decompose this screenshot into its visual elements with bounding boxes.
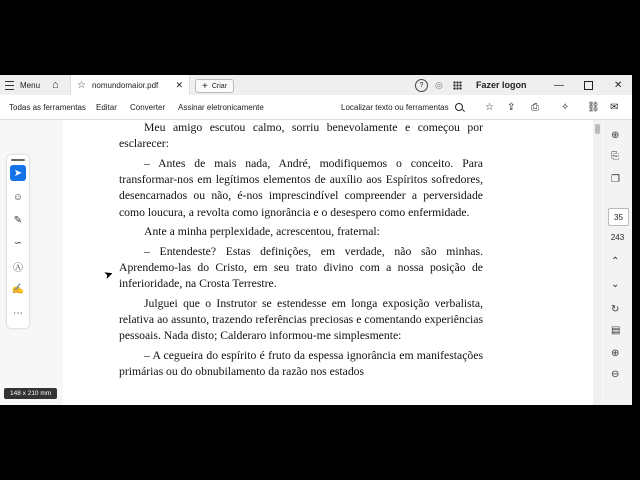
bookmarks-panel-icon[interactable]: ⎘ <box>611 151 619 162</box>
paragraph: Ante a minha perplexidade, acrescentou, fraternal: <box>144 225 380 239</box>
comments-panel-icon[interactable]: ⊕ <box>611 130 620 141</box>
print-icon[interactable]: ⎙ <box>531 101 539 113</box>
link-icon[interactable]: ⛓ <box>587 101 600 113</box>
total-pages: 243 <box>610 232 625 242</box>
minimize-icon[interactable]: — <box>554 79 564 91</box>
menu-label: Menu <box>20 80 41 90</box>
maximize-button[interactable] <box>584 75 593 95</box>
mouse-pointer-icon: ➤ <box>102 267 116 283</box>
page-view-icon[interactable]: ▤ <box>611 325 621 336</box>
home-icon[interactable]: ⌂ <box>52 79 59 91</box>
zoom-in-icon[interactable]: ⊕ <box>611 348 620 359</box>
more-tools-icon[interactable]: ⋯ <box>13 307 23 319</box>
vertical-scrollbar[interactable] <box>593 120 602 405</box>
search-label: Localizar texto ou ferramentas <box>341 102 449 112</box>
next-page-icon[interactable]: ⌄ <box>611 279 620 290</box>
comment-icon[interactable]: ☺ <box>12 191 24 203</box>
find-text-tools-search[interactable] <box>341 95 463 119</box>
paragraph: – A cegueira do espírito é fruto da espessa ignorância em manifestações primárias ou do obnubilamento da razão nos estados <box>119 349 483 379</box>
paragraph: – Entendeste? Estas definições, em verdade, não são minhas. Aprendemo-las do Cristo, em seu trato divino com a nossa posição de inferioridade, na Crosta Terrestre. <box>119 244 483 291</box>
page-size-badge: 148 x 210 mm <box>4 388 57 399</box>
hamburger-icon <box>5 81 14 90</box>
text-box-icon[interactable]: Ⓐ <box>13 262 23 274</box>
previous-page-icon[interactable]: ⌃ <box>611 256 620 267</box>
rotate-icon[interactable]: ↻ <box>611 304 620 315</box>
ai-assistant-icon[interactable]: ✧ <box>561 101 570 113</box>
draw-freehand-icon[interactable]: ∽ <box>13 237 23 249</box>
menu-button[interactable] <box>5 75 40 95</box>
upload-icon[interactable]: ⇪ <box>507 101 516 113</box>
document-page[interactable] <box>63 120 602 405</box>
grid-icon <box>453 81 462 90</box>
close-window-icon[interactable]: ✕ <box>614 79 623 91</box>
all-tools-button[interactable]: Todas as ferramentas <box>9 102 86 112</box>
highlight-pen-icon[interactable]: ✎ <box>13 214 23 226</box>
convert-button[interactable]: Converter <box>130 102 166 112</box>
paragraph: Julguei que o Instrutor se estendesse em longa exposição verbalista, relativa ao assunto, trazendo referências preciosas e comentando experiências pessoais. Nada disto; Calderaro informou-me simplesmente: <box>119 297 483 343</box>
create-label: Criar <box>211 82 228 90</box>
help-icon[interactable]: ? <box>415 79 428 92</box>
login-button[interactable]: Fazer logon <box>476 80 527 90</box>
close-tab-icon[interactable]: ✕ <box>175 79 183 90</box>
plus-icon: + <box>202 80 208 92</box>
pdf-reader-window <box>0 75 632 405</box>
paragraph: Meu amigo escutou calmo, sorriu benevolamente e começou por esclarecer: <box>119 121 483 151</box>
right-panel-rail <box>603 120 632 405</box>
drag-handle[interactable] <box>11 159 25 161</box>
page-text <box>119 120 483 384</box>
esign-button[interactable]: Assinar eletronicamente <box>178 102 264 112</box>
quick-tools-rail <box>7 155 29 328</box>
zoom-out-icon[interactable]: ⊖ <box>611 369 620 380</box>
signature-icon[interactable]: ✍ <box>11 283 25 295</box>
main-toolbar <box>0 95 632 120</box>
paragraph: – Antes de mais nada, André, modifiquemos o conceito. Para transformar-nos em legítimos elementos de auxílio aos Espíritos sofredores, desencarnados ou não, é-nos imprescindível compreender a perversidade como loucura, a revolta como ignorância e o desespero como enfermidade. <box>119 156 483 219</box>
select-cursor-icon[interactable]: ➤ <box>10 165 26 181</box>
maximize-icon <box>584 81 593 90</box>
bookmark-star-icon[interactable]: ☆ <box>485 101 494 113</box>
star-icon[interactable]: ☆ <box>77 79 86 91</box>
email-icon[interactable]: ✉ <box>610 101 619 113</box>
create-button[interactable] <box>195 79 234 93</box>
tab-title: nomundomaior.pdf <box>91 80 159 90</box>
edit-button[interactable]: Editar <box>96 102 117 112</box>
document-tab[interactable] <box>70 75 190 95</box>
notification-bell-icon[interactable]: ◎ <box>435 79 443 90</box>
current-page-input[interactable]: 35 <box>608 208 629 226</box>
pages-panel-icon[interactable]: ❐ <box>611 174 620 185</box>
scrollbar-thumb[interactable] <box>595 124 600 134</box>
search-icon <box>455 103 463 111</box>
title-bar <box>0 75 632 96</box>
apps-grid-button[interactable] <box>453 75 462 95</box>
